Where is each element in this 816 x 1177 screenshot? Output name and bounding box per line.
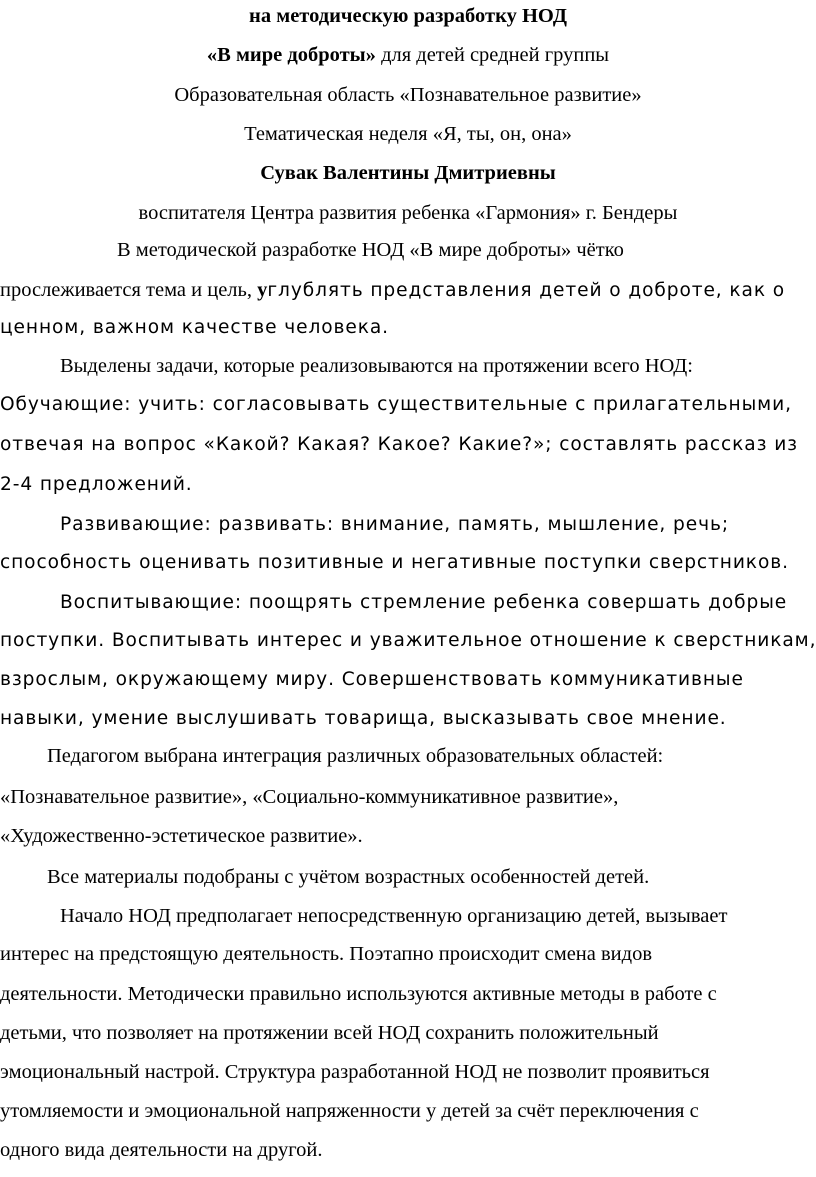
p1-line-2 <box>0 280 816 301</box>
author-name: Сувак Валентины Дмитриевны <box>260 162 556 184</box>
p7-line-6: утомляемости и эмоциональной напряженности у детей за счёт переключения с <box>0 1100 699 1122</box>
header-line-2 <box>0 45 816 66</box>
p1-line-3: ценном, важном качестве человека. <box>0 317 389 338</box>
p7-line-4: детьми, что позволяет на протяжении всей НОД сохранить положительный <box>0 1022 659 1044</box>
p4-line-4: навыки, умение выслушивать товарища, высказывать свое мнение. <box>0 708 727 729</box>
header-title-rest: для детей средней группы <box>375 44 610 66</box>
p5-line-3: «Художественно-эстетическое развитие». <box>0 825 363 847</box>
p2-line-1: Выделены задачи, которые реализовываются на протяжении всего НОД: <box>60 355 693 377</box>
header-line-3: Образовательная область «Познавательное развитие» <box>174 84 642 106</box>
p4-line-3: взрослым, окружающему миру. Совершенствовать коммуникативные <box>0 669 744 690</box>
p5-line-1: Педагогом выбрана интеграция различных образовательных областей: <box>47 745 664 767</box>
p6-line-1: Все материалы подобраны с учётом возрастных особенностей детей. <box>47 866 650 888</box>
header-line-4: Тематическая неделя «Я, ты, он, она» <box>244 123 572 145</box>
p7-line-1: Начало НОД предполагает непосредственную организацию детей, вызывает <box>60 905 728 927</box>
p1-line-2-bold: у <box>257 279 268 301</box>
p5-line-2: «Познавательное развитие», «Социально-коммуникативное развитие», <box>0 786 619 808</box>
header-line-1: на методическую разработку НОД <box>249 5 567 27</box>
p1-line-1: В методической разработке НОД «В мире доброты» чётко <box>117 239 624 261</box>
header-title-bold: «В мире доброты» <box>206 44 376 66</box>
p3-line-1: Развивающие: развивать: внимание, память, мышление, речь; <box>60 514 729 535</box>
p7-line-2: интерес на предстоящую деятельность. Поэтапно происходит смена видов <box>0 943 653 965</box>
p2-line-3: отвечая на вопрос «Какой? Какая? Какое? Какие?»; составлять рассказ из <box>0 434 798 455</box>
p3-line-2: способность оценивать позитивные и негативные поступки сверстников. <box>0 552 789 573</box>
p2-line-4: 2-4 предложений. <box>0 474 193 495</box>
p2-line-2: Обучающие: учить: согласовывать существительные с прилагательными, <box>0 394 792 415</box>
p7-line-3: деятельности. Методически правильно используются активные методы в работе с <box>0 983 717 1005</box>
p4-line-1: Воспитывающие: поощрять стремление ребенка совершать добрые <box>60 592 788 613</box>
author-position: воспитателя Центра развития ребенка «Гармония» г. Бендеры <box>138 202 678 224</box>
p1-line-2-sans: глублять представления детей о доброте, как о <box>267 280 786 301</box>
p1-line-2-serif: прослеживается тема и цель, <box>0 279 258 301</box>
p4-line-2: поступки. Воспитывать интерес и уважительное отношение к сверстникам, <box>0 630 816 651</box>
p7-line-7: одного вида деятельности на другой. <box>0 1139 323 1161</box>
p7-line-5: эмоциональный настрой. Структура разработанной НОД не позволит проявиться <box>0 1061 710 1083</box>
